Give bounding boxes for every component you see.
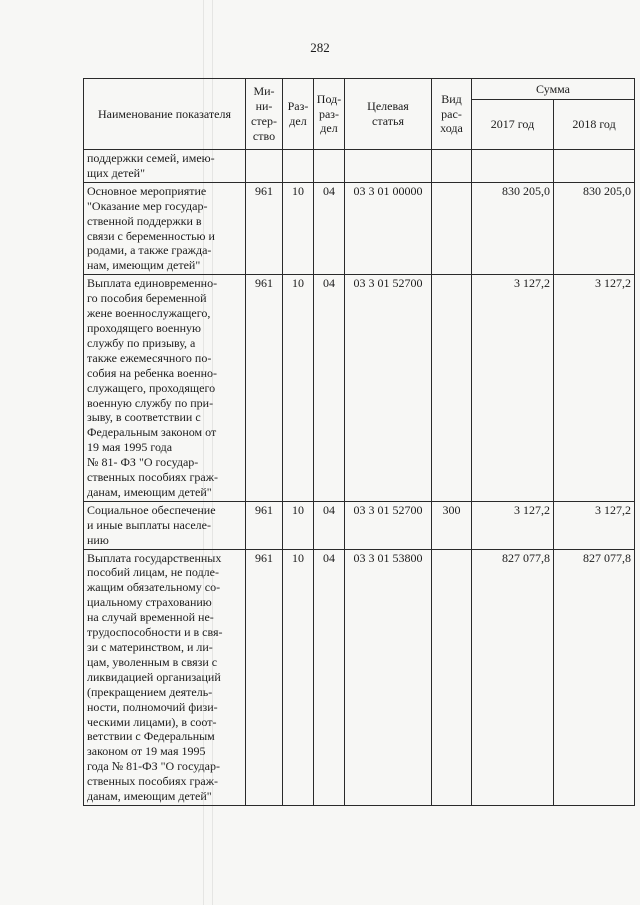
cell-amount-2017: 3 127,2 — [472, 501, 554, 549]
cell-ministry: 961 — [246, 275, 283, 502]
header-section: Раз- дел — [283, 79, 314, 150]
cell-subsection: 04 — [314, 549, 345, 805]
cell-target-article: 03 3 01 53800 — [345, 549, 432, 805]
budget-table — [83, 78, 635, 806]
cell-section: 10 — [283, 275, 314, 502]
table-body — [84, 150, 635, 806]
cell-name: поддержки семей, имею- щих детей" — [84, 150, 246, 183]
header-ministry: Ми- ни- стер- ство — [246, 79, 283, 150]
cell-section — [283, 150, 314, 183]
cell-section: 10 — [283, 182, 314, 274]
header-name: Наименование показателя — [84, 79, 246, 150]
cell-target-article: 03 3 01 52700 — [345, 501, 432, 549]
table-row — [84, 150, 635, 183]
cell-amount-2017: 830 205,0 — [472, 182, 554, 274]
cell-expense-type: 300 — [432, 501, 472, 549]
header-subsection: Под- раз- дел — [314, 79, 345, 150]
cell-ministry: 961 — [246, 182, 283, 274]
cell-name: Выплата государственных пособий лицам, не подле- жащим обязательному со- циальному страхованию на случай временной не- трудоспособности и в свя- зи с материнством, и ли- цам, уволенным в связи с ликвидацией организаций (прекращением деятель- ности, полномочий физи- ческими лицами), в соот- ветствии с Федеральным законом от 19 мая 1995 года № 81-ФЗ "О государ- ственных пособиях граж- данам, имеющим детей" — [84, 549, 246, 805]
cell-name: Основное мероприятие "Оказание мер государ- ственной поддержки в связи с беременностью и родами, а также гражда- нам, имеющим детей" — [84, 182, 246, 274]
cell-ministry: 961 — [246, 549, 283, 805]
cell-subsection: 04 — [314, 275, 345, 502]
cell-amount-2017 — [472, 150, 554, 183]
cell-expense-type — [432, 182, 472, 274]
cell-subsection: 04 — [314, 501, 345, 549]
cell-amount-2017: 827 077,8 — [472, 549, 554, 805]
table-row — [84, 549, 635, 805]
page-number: 282 — [310, 40, 330, 55]
cell-amount-2018: 3 127,2 — [554, 275, 635, 502]
cell-target-article: 03 3 01 00000 — [345, 182, 432, 274]
table-row — [84, 275, 635, 502]
table-row — [84, 501, 635, 549]
header-year-2018: 2018 год — [554, 100, 635, 150]
cell-section: 10 — [283, 501, 314, 549]
cell-target-article — [345, 150, 432, 183]
cell-amount-2017: 3 127,2 — [472, 275, 554, 502]
table-header — [84, 79, 635, 150]
cell-amount-2018: 3 127,2 — [554, 501, 635, 549]
cell-amount-2018: 830 205,0 — [554, 182, 635, 274]
header-year-2017: 2017 год — [472, 100, 554, 150]
cell-name: Выплата единовременно- го пособия беременной жене военнослужащего, проходящего военную службу по призыву, а также ежемесячного по- собия на ребенка военно- служащего, проходящего военную службу по при- зыву, в соответствии с Федеральным законом от 19 мая 1995 года № 81- ФЗ "О государ- ственных пособиях граж- данам, имеющим детей" — [84, 275, 246, 502]
table-row — [84, 182, 635, 274]
header-sum: Сумма — [472, 79, 635, 100]
cell-subsection: 04 — [314, 182, 345, 274]
cell-amount-2018 — [554, 150, 635, 183]
cell-expense-type — [432, 150, 472, 183]
cell-ministry — [246, 150, 283, 183]
header-expense-type: Вид рас- хода — [432, 79, 472, 150]
header-target-article: Целевая статья — [345, 79, 432, 150]
cell-target-article: 03 3 01 52700 — [345, 275, 432, 502]
cell-section: 10 — [283, 549, 314, 805]
cell-expense-type — [432, 549, 472, 805]
cell-expense-type — [432, 275, 472, 502]
cell-name: Социальное обеспечение и иные выплаты населе- нию — [84, 501, 246, 549]
cell-ministry: 961 — [246, 501, 283, 549]
cell-amount-2018: 827 077,8 — [554, 549, 635, 805]
cell-subsection — [314, 150, 345, 183]
